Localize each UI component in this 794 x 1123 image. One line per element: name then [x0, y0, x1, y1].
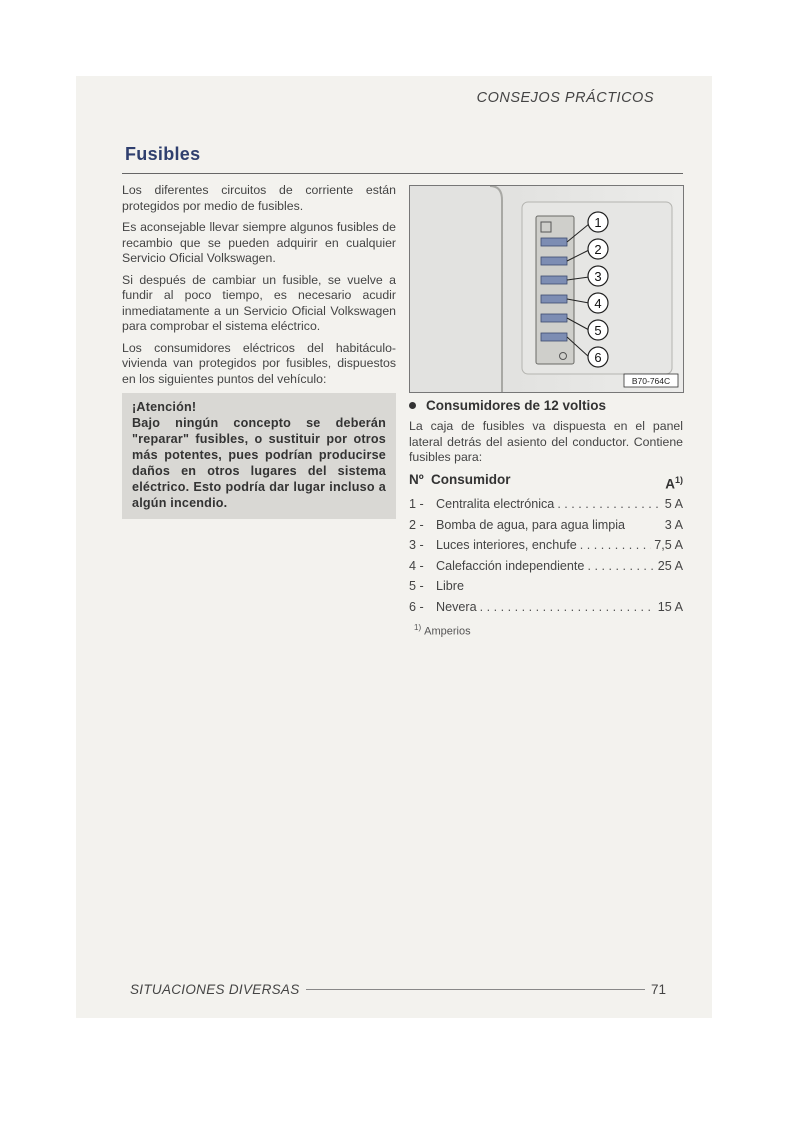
callout-label: 3 — [594, 269, 602, 284]
warning-box — [122, 393, 396, 519]
fuse-box-illustration — [410, 186, 683, 392]
col-amp: $A^{1)}$ — [665, 474, 683, 491]
table-row: 4 - Calefacción independiente . . . 25 A — [409, 556, 683, 577]
subheading-text: Consumidores de 12 voltios — [426, 398, 607, 413]
callout-label: 2 — [594, 242, 602, 257]
table-row: 6 - Nevera . . . 15 A — [409, 597, 683, 618]
fuse-box-photo — [409, 185, 684, 393]
table-row: 2 - Bomba de agua, para agua limpia 3 A — [409, 517, 683, 532]
bullet-icon — [409, 402, 416, 409]
page-footer — [130, 982, 666, 997]
table-row: 5 - Libre — [409, 579, 465, 593]
right-column — [409, 398, 683, 638]
running-header: CONSEJOS PRÁCTICOS — [476, 90, 654, 106]
table-row: 3 - Luces interiores, enchufe . . . 7,5 A — [409, 535, 683, 556]
page-title: Fusibles — [125, 144, 201, 164]
page-number: 71 — [650, 982, 666, 997]
callout-label: 6 — [594, 350, 602, 365]
table-row: 1 - Centralita electrónica . . . 5 A — [409, 494, 683, 515]
warning-title: ¡Atención! — [132, 400, 197, 414]
callout-label: 4 — [594, 296, 602, 311]
title-rule — [122, 173, 683, 174]
manual-page — [76, 76, 712, 1018]
paragraph: Los consumidores eléctricos del habitáculo-vivienda van protegidos por fusibles, dispuestos en los siguientes puntos del vehículo: — [122, 340, 396, 386]
left-column — [122, 183, 396, 519]
paragraph: Es aconsejable llevar siempre algunos fusibles de recambio que se pueden adquirir en cualquier Servicio Oficial Volkswagen. — [122, 220, 396, 265]
section-subheading — [409, 398, 683, 413]
callout-label: 1 — [594, 215, 602, 230]
footer-section: SITUACIONES DIVERSAS — [130, 982, 300, 997]
col-consumer: Consumidor — [431, 471, 511, 487]
footer-rule — [306, 989, 645, 990]
paragraph: Los diferentes circuitos de corriente están protegidos por medio de fusibles. — [122, 183, 396, 213]
footnote: $^{1)}$ Amperios — [414, 623, 471, 638]
warning-text: Bajo ningún concepto se deberán "reparar" fusibles, o sustituir por otros más potentes, pues podrían producirse daños en otros lugares del sistema eléctrico. Esto podría dar lugar incluso a algún incendio. — [132, 416, 386, 510]
figure-code: B70-764C — [631, 376, 671, 386]
col-no: Nº — [409, 471, 424, 487]
table-header — [409, 470, 683, 495]
intro-paragraph: La caja de fusibles va dispuesta en el panel lateral detrás del asiento del conductor. Contiene fusibles para: — [409, 419, 683, 464]
callout-label: 5 — [594, 323, 602, 338]
paragraph: Si después de cambiar un fusible, se vuelve a fundir al poco tiempo, es necesario acudir inmediatamente a un Servicio Oficial Volkswagen para comprobar el sistema eléctrico. — [122, 272, 396, 333]
